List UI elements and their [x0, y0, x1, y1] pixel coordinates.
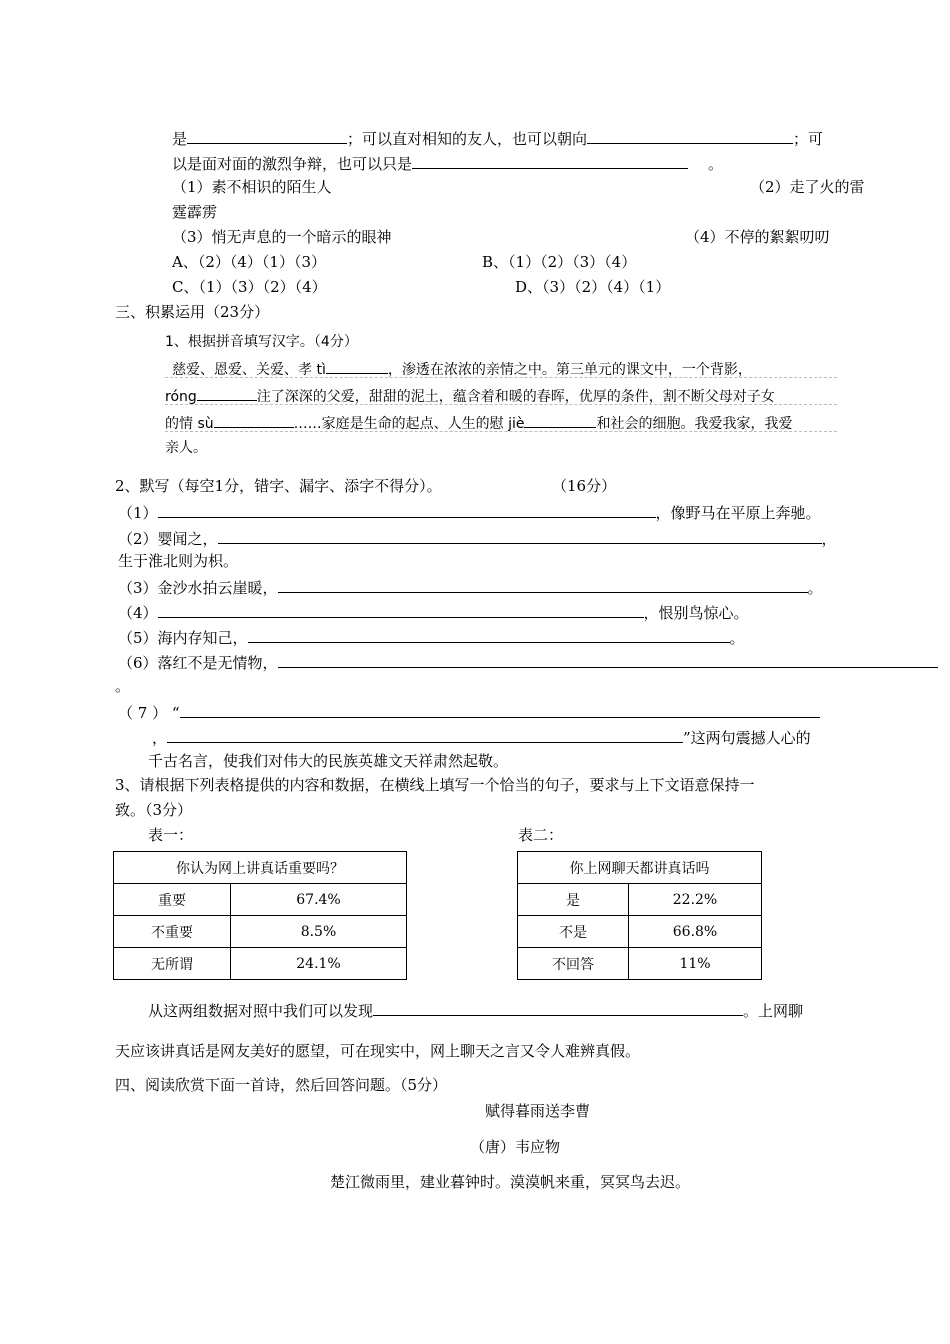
- table-cell-value: 66.8%: [629, 916, 762, 948]
- table-2-label: 表二：: [518, 826, 564, 844]
- text: （6）落红不是无情物，: [118, 654, 278, 672]
- recite-7-note: 千古名言，使我们对伟大的民族英雄文天祥肃然起敬。: [148, 752, 509, 770]
- text: （2）婴闻之，: [118, 530, 218, 548]
- answer-blank[interactable]: [218, 528, 822, 544]
- question-3-line-2: 致。（3分）: [115, 801, 193, 819]
- text: ，像野马在平原上奔驰。: [655, 504, 821, 522]
- recite-3: [118, 577, 823, 597]
- text: ”这两句震撼人心的: [683, 729, 811, 747]
- recite-2: [118, 528, 837, 548]
- table-cell-label: 是: [518, 884, 629, 916]
- table-cell-value: 8.5%: [231, 916, 407, 948]
- table-1-label: 表一：: [148, 826, 194, 844]
- poem-line: 楚江微雨里，建业暮钟时。漠漠帆来重，冥冥鸟去迟。: [330, 1173, 691, 1191]
- text: 。: [708, 155, 724, 173]
- poem-author: （唐）韦应物: [470, 1138, 561, 1156]
- answer-choice-b[interactable]: B、（1）（2）（3）（4）: [482, 253, 637, 271]
- text: ；可: [793, 130, 824, 148]
- answer-blank[interactable]: [180, 702, 820, 718]
- table-row: [518, 948, 762, 980]
- q1-line-3: [165, 412, 792, 433]
- table-row: [114, 948, 407, 980]
- text: （4）: [118, 604, 158, 622]
- section-3-title: 三、积累运用（23分）: [115, 303, 270, 321]
- option-2: （2）走了火的雷: [750, 178, 865, 196]
- answer-blank[interactable]: [326, 358, 388, 374]
- text: ；可以直对相知的友人，也可以朝向: [347, 130, 588, 148]
- q1-line-4: 亲人。: [165, 440, 207, 456]
- answer-blank[interactable]: [587, 128, 793, 144]
- table-cell-label: 无所谓: [114, 948, 231, 980]
- question-1-title: 1、根据拼音填写汉字。（4分）: [165, 334, 358, 350]
- recite-7: [118, 702, 820, 722]
- text: 注了深深的父爱，甜甜的泥土，蕴含着和暖的春晖，优厚的条件，割不断父母对子女: [256, 389, 775, 405]
- table-header-row: [114, 852, 407, 884]
- q1-line-1: [172, 358, 752, 379]
- answer-blank[interactable]: [373, 1000, 743, 1016]
- recite-6-end: 。: [115, 677, 131, 695]
- question-2-title: 2、默写（每空1分，错字、漏字、添字不得分）。: [115, 477, 442, 495]
- table-header: 你上网聊天都讲真话吗: [518, 852, 762, 884]
- table-row: [114, 916, 407, 948]
- text: ，: [152, 729, 168, 747]
- answer-blank[interactable]: [248, 627, 730, 643]
- text: 是: [172, 130, 188, 148]
- text: 以是面对面的激烈争辩，也可以只是: [172, 155, 413, 173]
- answer-blank[interactable]: [412, 153, 688, 169]
- text: 从这两组数据对照中我们可以发现: [148, 1002, 374, 1020]
- q1-line-2: [165, 385, 775, 406]
- q-line-1: [172, 128, 823, 148]
- text: 。: [807, 579, 823, 597]
- answer-blank[interactable]: [524, 412, 596, 428]
- answer-choice-c[interactable]: C、（1）（3）（2）（4）: [172, 278, 327, 296]
- answer-blank[interactable]: [278, 577, 808, 593]
- table-cell-label: 不重要: [114, 916, 231, 948]
- answer-blank[interactable]: [167, 727, 683, 743]
- recite-4: [118, 602, 749, 622]
- table-cell-label: 不是: [518, 916, 629, 948]
- answer-blank[interactable]: [278, 652, 938, 668]
- text: 。上网聊: [743, 1002, 804, 1020]
- recite-6: [118, 652, 938, 672]
- text: （3）金沙水拍云崖暖，: [118, 579, 278, 597]
- option-1: （1）素不相识的陌生人: [172, 178, 332, 196]
- answer-blank[interactable]: [197, 385, 257, 401]
- table-cell-value: 67.4%: [231, 884, 407, 916]
- recite-7-line-2: [152, 727, 811, 747]
- question-2-score: （16分）: [552, 477, 617, 495]
- recite-1: [118, 502, 821, 522]
- table-header: 你认为网上讲真话重要吗？: [114, 852, 407, 884]
- text: 慈爱、恩爱、关爱、孝 tì: [172, 362, 326, 378]
- text: 和社会的细胞。我爱我家，我爱: [596, 416, 793, 432]
- option-2-continued: 霆霹雳: [172, 203, 218, 221]
- q-line-2: [172, 153, 723, 173]
- table-1: [113, 851, 407, 980]
- text: róng: [165, 389, 197, 405]
- answer-blank[interactable]: [187, 128, 347, 144]
- q3-fill-line-1: [148, 1000, 803, 1020]
- answer-blank[interactable]: [158, 502, 656, 518]
- text: ，: [821, 530, 837, 548]
- poem-title: 赋得暮雨送李曹: [485, 1102, 591, 1120]
- recite-2-continued: 生于淮北则为枳。: [118, 552, 239, 570]
- recite-5: [118, 627, 745, 647]
- table-cell-label: 不回答: [518, 948, 629, 980]
- answer-blank[interactable]: [214, 412, 294, 428]
- text: （5）海内存知己，: [118, 629, 248, 647]
- table-cell-value: 24.1%: [231, 948, 407, 980]
- option-3: （3）悄无声息的一个暗示的眼神: [172, 228, 392, 246]
- table-2: [517, 851, 762, 980]
- table-row: [518, 916, 762, 948]
- text: ，恨别鸟惊心。: [643, 604, 749, 622]
- section-4-title: 四、阅读欣赏下面一首诗，然后回答问题。（5分）: [115, 1076, 448, 1094]
- table-header-row: [518, 852, 762, 884]
- text: 。: [729, 629, 745, 647]
- table-cell-value: 11%: [629, 948, 762, 980]
- text: （ 7 ） “: [118, 704, 180, 722]
- text: （1）: [118, 504, 158, 522]
- option-4: （4）不停的絮絮叨叨: [685, 228, 830, 246]
- text: 的情 sù: [165, 416, 214, 432]
- table-cell-value: 22.2%: [629, 884, 762, 916]
- answer-blank[interactable]: [158, 602, 644, 618]
- question-3-line-1: 3、请根据下列表格提供的内容和数据，在横线上填写一个恰当的句子，要求与上下文语意保持一: [115, 776, 755, 794]
- text: ……家庭是生命的起点、人生的慰 jiè: [293, 416, 525, 432]
- q3-fill-line-2: 天应该讲真话是网友美好的愿望，可在现实中，网上聊天之言又令人难辨真假。: [115, 1042, 641, 1060]
- text: ，渗透在浓浓的亲情之中。第三单元的课文中，一个背影，: [387, 362, 752, 378]
- table-row: [518, 884, 762, 916]
- answer-choice-a[interactable]: A、（2）（4）（1）（3）: [172, 253, 327, 271]
- table-row: [114, 884, 407, 916]
- table-cell-label: 重要: [114, 884, 231, 916]
- answer-choice-d[interactable]: D、（3）（2）（4）（1）: [515, 278, 671, 296]
